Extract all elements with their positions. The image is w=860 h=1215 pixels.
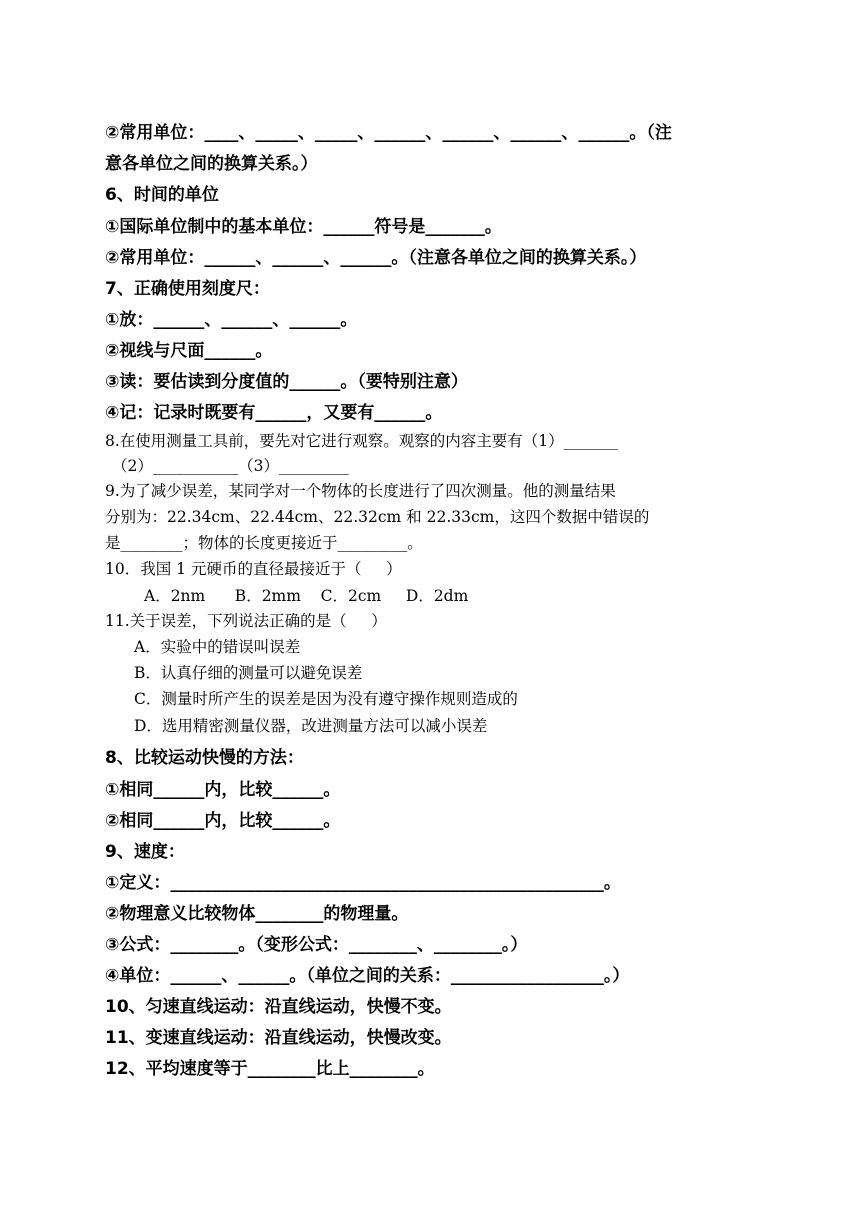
text-line: ①国际单位制中的基本单位：______符号是_______。 — [105, 217, 502, 237]
text-line: 12、平均速度等于________比上________。 — [105, 1059, 435, 1079]
section-heading: 9、速度： — [105, 842, 185, 862]
question-line: （2）___________（3）_________ — [112, 457, 349, 475]
text-line: ③公式：________。（变形公式：________、________。） — [105, 935, 528, 955]
question-line: 10．我国 1 元硬币的直径最接近于（ ） — [105, 560, 402, 578]
text-line: ①相同______内，比较______。 — [105, 780, 341, 800]
text-line: ③读：要估读到分度值的______。（要特别注意） — [105, 372, 468, 392]
text-line: ①定义：___________________________________________________。 — [105, 873, 621, 893]
text-line: ④单位：______、______。（单位之间的关系：__________________。） — [105, 966, 630, 986]
answer-option: D．选用精密测量仪器，改进测量方法可以减小误差 — [134, 717, 488, 735]
answer-option: A．实验中的错误叫误差 — [134, 638, 301, 656]
section-heading: 6、时间的单位 — [105, 185, 219, 205]
text-line: ②相同______内，比较______。 — [105, 811, 341, 831]
text-line: 11、变速直线运动：沿直线运动，快慢改变。 — [105, 1028, 452, 1048]
question-line: 分别为：22.34cm、22.44cm、22.32cm 和 22.33cm，这四个数据中错误的 — [105, 508, 650, 526]
text-line: ①放：______、______、______。 — [105, 310, 358, 330]
text-line: 意各单位之间的换算关系。） — [105, 154, 318, 174]
text-line: ②常用单位：______、______、______。（注意各单位之间的换算关系。） — [105, 248, 647, 268]
question-line: 是________；物体的长度更接近于_________。 — [105, 534, 423, 552]
answer-option: B．认真仔细的测量可以避免误差 — [134, 664, 363, 682]
question-line: 9.为了减少误差，某同学对一个物体的长度进行了四次测量。他的测量结果 — [105, 482, 616, 500]
answer-option: C．测量时所产生的误差是因为没有遵守操作规则造成的 — [134, 690, 518, 708]
question-line: 11.关于误差，下列说法正确的是（ ） — [105, 612, 387, 630]
section-heading: 7、正确使用刻度尺： — [105, 279, 270, 299]
text-line: ②常用单位：____、_____、_____、______、______、______、______。（注 — [105, 123, 672, 143]
text-line: 10、匀速直线运动：沿直线运动，快慢不变。 — [105, 997, 452, 1017]
answer-options: A．2nm B．2mm C．2cm D．2dm — [144, 587, 469, 605]
question-line: 8.在使用测量工具前，要先对它进行观察。观察的内容主要有（1）_______ — [105, 432, 618, 450]
section-heading: 8、比较运动快慢的方法： — [105, 748, 304, 768]
text-line: ②视线与尺面______。 — [105, 341, 273, 361]
text-line: ②物理意义比较物体________的物理量。 — [105, 904, 409, 924]
text-line: ④记：记录时既要有______，又要有______。 — [105, 403, 443, 423]
